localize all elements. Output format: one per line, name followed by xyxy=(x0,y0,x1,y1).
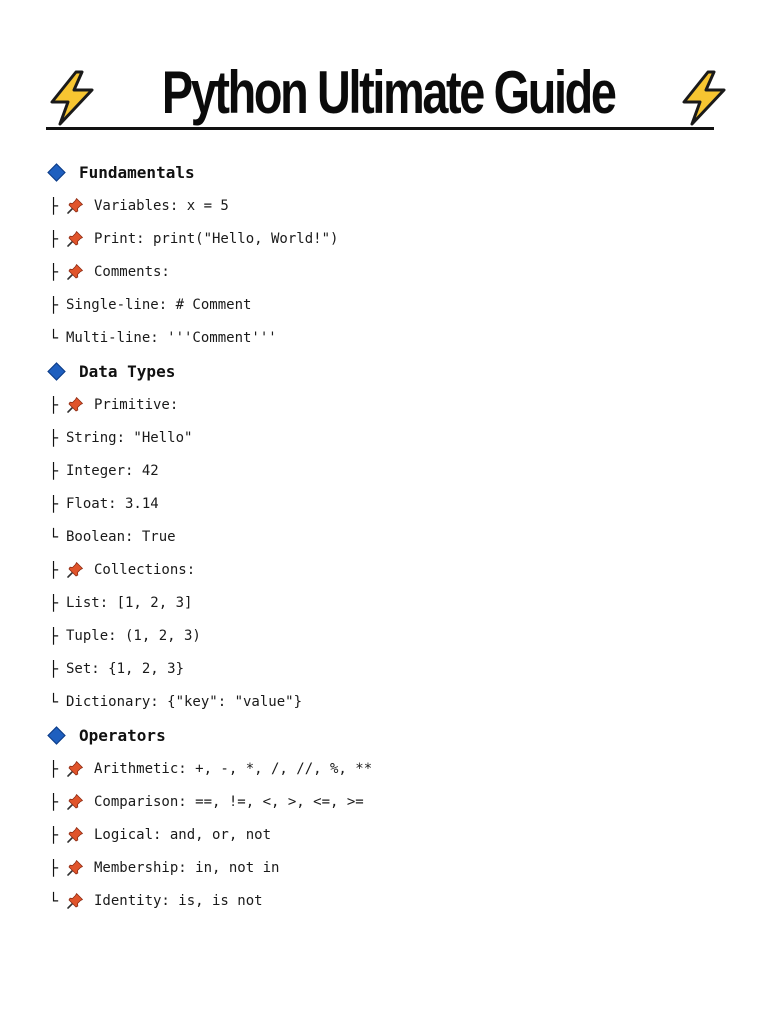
list-item xyxy=(46,487,726,520)
list-item-text: Identity: is, is not xyxy=(94,892,263,909)
list-item xyxy=(46,189,726,222)
list-item-text: Collections: xyxy=(94,561,196,578)
list-item xyxy=(46,685,726,718)
tree-branch-glyph: ├ xyxy=(49,461,59,480)
tree-branch-glyph: └ xyxy=(49,328,59,347)
list-item-text: Float: 3.14 xyxy=(66,495,159,512)
list-item xyxy=(46,785,726,818)
tree-branch-glyph: ├ xyxy=(49,593,59,612)
list-item-text: Print: print("Hello, World!") xyxy=(94,230,339,247)
tree-branch-glyph: ├ xyxy=(49,792,59,811)
tree-branch-glyph: ├ xyxy=(49,428,59,447)
list-item-text: List: [1, 2, 3] xyxy=(66,594,193,611)
tree-branch-glyph: └ xyxy=(49,527,59,546)
pushpin-icon xyxy=(66,561,84,579)
list-item xyxy=(46,454,726,487)
tree-branch-glyph: ├ xyxy=(49,825,59,844)
list-item xyxy=(46,652,726,685)
section-heading-text: Data Types xyxy=(79,361,176,381)
list-item-text: Membership: in, not in xyxy=(94,859,280,876)
pushpin-icon xyxy=(66,859,84,877)
tree-branch-glyph: ├ xyxy=(49,858,59,877)
list-item xyxy=(46,288,726,321)
tree-branch-glyph: ├ xyxy=(49,395,59,414)
section-heading-text: Fundamentals xyxy=(79,162,195,182)
section-heading xyxy=(46,354,726,388)
section-heading xyxy=(46,718,726,752)
blue-diamond-icon xyxy=(47,163,65,181)
list-item-text: Integer: 42 xyxy=(66,462,159,479)
tree-branch-glyph: ├ xyxy=(49,295,59,314)
list-item-text: Multi-line: '''Comment''' xyxy=(66,329,277,346)
pushpin-icon xyxy=(66,396,84,414)
tree-branch-glyph: └ xyxy=(49,891,59,910)
list-item-text: Arithmetic: +, -, *, /, //, %, ** xyxy=(94,760,373,777)
tree-branch-glyph: ├ xyxy=(49,262,59,281)
list-item xyxy=(46,421,726,454)
list-item-text: Logical: and, or, not xyxy=(94,826,272,843)
tree-branch-glyph: ├ xyxy=(49,560,59,579)
section-heading xyxy=(46,155,726,189)
tree-branch-glyph: └ xyxy=(49,692,59,711)
guide-content xyxy=(46,155,726,917)
list-item-text: Set: {1, 2, 3} xyxy=(66,660,185,677)
list-item-text: Comments: xyxy=(94,263,170,280)
tree-branch-glyph: ├ xyxy=(49,196,59,215)
pushpin-icon xyxy=(66,197,84,215)
tree-branch-glyph: ├ xyxy=(49,659,59,678)
list-item xyxy=(46,851,726,884)
pushpin-icon xyxy=(66,263,84,281)
list-item-text: Tuple: (1, 2, 3) xyxy=(66,627,201,644)
list-item xyxy=(46,520,726,553)
list-item xyxy=(46,255,726,288)
pushpin-icon xyxy=(66,892,84,910)
tree-branch-glyph: ├ xyxy=(49,229,59,248)
tree-branch-glyph: ├ xyxy=(49,494,59,513)
list-item-text: Dictionary: {"key": "value"} xyxy=(66,693,303,710)
blue-diamond-icon xyxy=(47,362,65,380)
list-item-text: Variables: x = 5 xyxy=(94,197,229,214)
lightning-bolt-icon xyxy=(678,70,730,126)
list-item-text: Boolean: True xyxy=(66,528,176,545)
lightning-bolt-icon xyxy=(46,70,98,126)
pushpin-icon xyxy=(66,826,84,844)
list-item-text: Comparison: ==, !=, <, >, <=, >= xyxy=(94,793,364,810)
list-item xyxy=(46,619,726,652)
blue-diamond-icon xyxy=(47,726,65,744)
pushpin-icon xyxy=(66,230,84,248)
section-heading-text: Operators xyxy=(79,725,166,745)
pushpin-icon xyxy=(66,760,84,778)
title-bar xyxy=(46,58,714,130)
tree-branch-glyph: ├ xyxy=(49,759,59,778)
list-item-text: String: "Hello" xyxy=(66,429,193,446)
list-item xyxy=(46,818,726,851)
list-item-text: Primitive: xyxy=(94,396,179,413)
pushpin-icon xyxy=(66,793,84,811)
tree-branch-glyph: ├ xyxy=(49,626,59,645)
list-item xyxy=(46,321,726,354)
list-item xyxy=(46,388,726,421)
list-item-text: Single-line: # Comment xyxy=(66,296,252,313)
page-title: Python Ultimate Guide xyxy=(161,58,615,126)
list-item xyxy=(46,752,726,785)
list-item xyxy=(46,884,726,917)
list-item xyxy=(46,222,726,255)
list-item xyxy=(46,586,726,619)
list-item xyxy=(46,553,726,586)
